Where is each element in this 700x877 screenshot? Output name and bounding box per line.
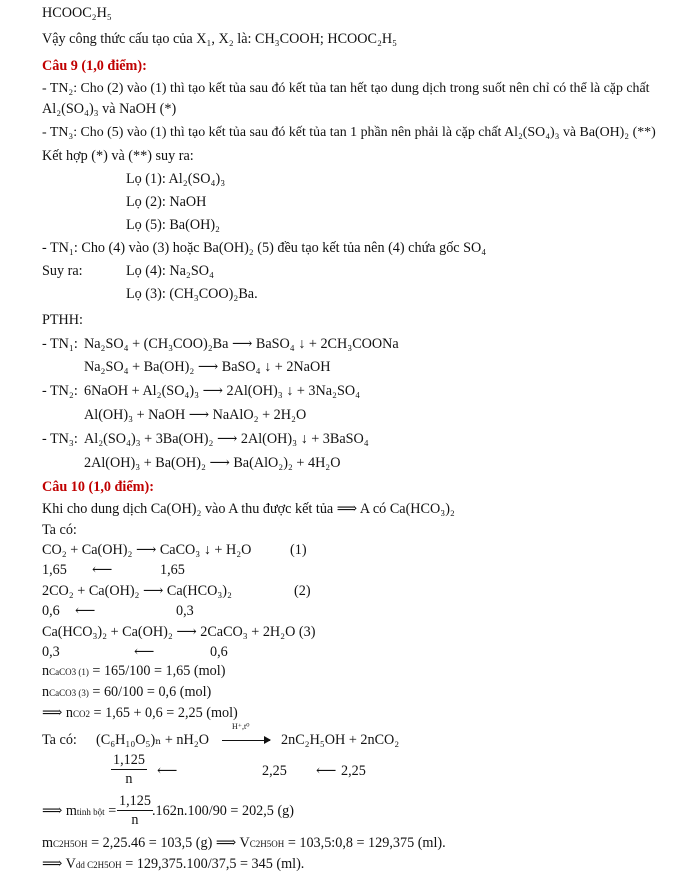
equation: 2nC₂H₅OH + 2nCO₂ <box>281 732 400 748</box>
text-line: Khi cho dung dịch Ca(OH)₂ vào A thu được kết tủa ⟹ A có Ca(HCO₃)₂ <box>42 501 455 517</box>
text-line: Vậy công thức cấu tạo của X₁, X₂ là: CH₃COOH; HCOOC₂H₅ <box>42 31 398 47</box>
text-line: HCOOC₂H₅ <box>42 5 112 21</box>
calc-line <box>42 855 304 874</box>
subscript: C2H5OH <box>53 839 88 849</box>
symbol: n <box>42 684 50 700</box>
text-line: - TN₃: <box>42 431 78 447</box>
equation: Al₂(SO₄)₃ + 3Ba(OH)₂ ⟶ 2Al(OH)₃ ↓ + 3BaSO₄ <box>84 431 369 447</box>
mol-value: 0,6 <box>210 644 228 660</box>
equation-number: (1) <box>290 542 307 558</box>
denominator: n <box>131 812 139 828</box>
text-line: Kết hợp (*) và (**) suy ra: <box>42 148 194 164</box>
section-heading: Câu 9 (1,0 điểm): <box>42 58 147 74</box>
arrow-left: ⟵ <box>92 562 113 578</box>
equation: 2Al(OH)₃ + Ba(OH)₂ ⟶ Ba(AlO₂)₂ + 4H₂O <box>84 455 341 471</box>
equation: CO₂ + Ca(OH)₂ ⟶ CaCO₃ ↓ + H₂O <box>42 542 252 558</box>
equation: Ca(HCO₃)₂ + Ca(OH)₂ ⟶ 2CaCO₃ + 2H₂O (3) <box>42 624 316 640</box>
numerator: 1,125 <box>113 752 145 768</box>
text-line: PTHH: <box>42 312 83 328</box>
equation: Na₂SO₄ + Ba(OH)₂ ⟶ BaSO₄ ↓ + 2NaOH <box>84 359 331 375</box>
text-line: Lọ (2): NaOH <box>126 194 207 210</box>
operator: = <box>104 803 117 819</box>
formula: .162n.100/90 = 202,5 (g) <box>152 803 294 819</box>
text-line: Lọ (3): (CH₃COO)₂Ba. <box>126 286 258 302</box>
equation-number: (2) <box>294 583 311 599</box>
calc-line <box>42 834 446 853</box>
calc-line <box>42 662 225 681</box>
formula: = 60/100 = 0,6 (mol) <box>88 684 212 700</box>
mol-value: 1,65 <box>42 562 67 578</box>
denominator: n <box>125 771 133 787</box>
text-line: - TN₁: <box>42 336 78 352</box>
reaction-arrow <box>222 740 270 741</box>
arrow-left: ⟵ <box>134 644 155 660</box>
subscript: dd C2H5OH <box>75 860 122 870</box>
calc-line <box>42 802 116 821</box>
formula: = 103,5:0,8 = 129,375 (ml). <box>284 835 446 851</box>
text-line: Lọ (1): Al₂(SO₄)₃ <box>126 171 226 187</box>
arrow-left: ⟵ <box>157 763 178 779</box>
section-heading: Câu 10 (1,0 điểm): <box>42 479 154 495</box>
text-line: - TN₂: <box>42 383 78 399</box>
text-line: Ta có: <box>42 732 77 748</box>
formula: = 2,25.46 = 103,5 (g) ⟹ V <box>87 835 250 851</box>
fraction <box>111 751 147 788</box>
mol-value: 0,6 <box>42 603 60 619</box>
fraction <box>117 792 153 829</box>
mol-value: 2,25 <box>262 763 287 779</box>
text-line: Suy ra: <box>42 263 83 279</box>
equation: 6NaOH + Al₂(SO₄)₃ ⟶ 2Al(OH)₃ ↓ + 3Na₂SO₄ <box>84 383 361 399</box>
text-line: Al₂(SO₄)₃ và NaOH (*) <box>42 101 177 117</box>
numerator: 1,125 <box>119 793 151 809</box>
formula: = 1,65 + 0,6 = 2,25 (mol) <box>90 705 238 721</box>
equation: Al(OH)₃ + NaOH ⟶ NaAlO₂ + 2H₂O <box>84 407 307 423</box>
formula: = 165/100 = 1,65 (mol) <box>88 663 226 679</box>
calc-line <box>42 683 211 702</box>
text-line: Ta có: <box>42 522 77 538</box>
mol-value: 2,25 <box>341 763 366 779</box>
mol-value: 0,3 <box>42 644 60 660</box>
symbol: ⟹ V <box>42 856 76 872</box>
mol-value: 1,65 <box>160 562 185 578</box>
equation: Na₂SO₄ + (CH₃COO)₂Ba ⟶ BaSO₄ ↓ + 2CH₃COONa <box>84 336 399 352</box>
subscript: CaCO3 (3) <box>49 688 89 698</box>
equation: 2CO₂ + Ca(OH)₂ ⟶ Ca(HCO₃)₂ <box>42 583 232 599</box>
symbol: m <box>42 835 54 851</box>
reaction-condition: H⁺,t⁰ <box>232 722 250 731</box>
equation: (C₆H₁₀O₅)ₙ + nH₂O <box>96 732 209 748</box>
symbol: n <box>42 663 50 679</box>
text-line: - TN₂: Cho (2) vào (1) thì tạo kết tủa sau đó kết tủa tan hết tạo dung dịch trong suốt nên chỉ có thể là cặp chất <box>42 81 650 96</box>
subscript: C2H5OH <box>249 839 285 849</box>
arrow-left: ⟵ <box>75 603 96 619</box>
subscript: tinh bột <box>76 807 105 817</box>
reaction-arrow-head <box>264 736 271 744</box>
mol-value: 0,3 <box>176 603 194 619</box>
subscript: CO2 <box>72 709 90 719</box>
calc-line <box>42 704 238 723</box>
symbol: ⟹ m <box>42 803 77 819</box>
text-line: Lọ (5): Ba(OH)₂ <box>126 217 220 233</box>
symbol: ⟹ n <box>42 705 73 721</box>
text-line: Lọ (4): Na₂SO₄ <box>126 263 214 279</box>
text-line: - TN₃: Cho (5) vào (1) thì tạo kết tủa sau đó kết tủa tan 1 phần nên phải là cặp chất Al₂(SO₄)₃ và Ba(OH)₂ (**) <box>42 125 656 140</box>
text-line: - TN₁: Cho (4) vào (3) hoặc Ba(OH)₂ (5) đều tạo kết tủa nên (4) chứa gốc SO₄ <box>42 240 487 256</box>
subscript: CaCO3 (1) <box>49 667 89 677</box>
arrow-left: ⟵ <box>316 763 337 779</box>
formula: = 129,375.100/37,5 = 345 (ml). <box>121 856 305 872</box>
